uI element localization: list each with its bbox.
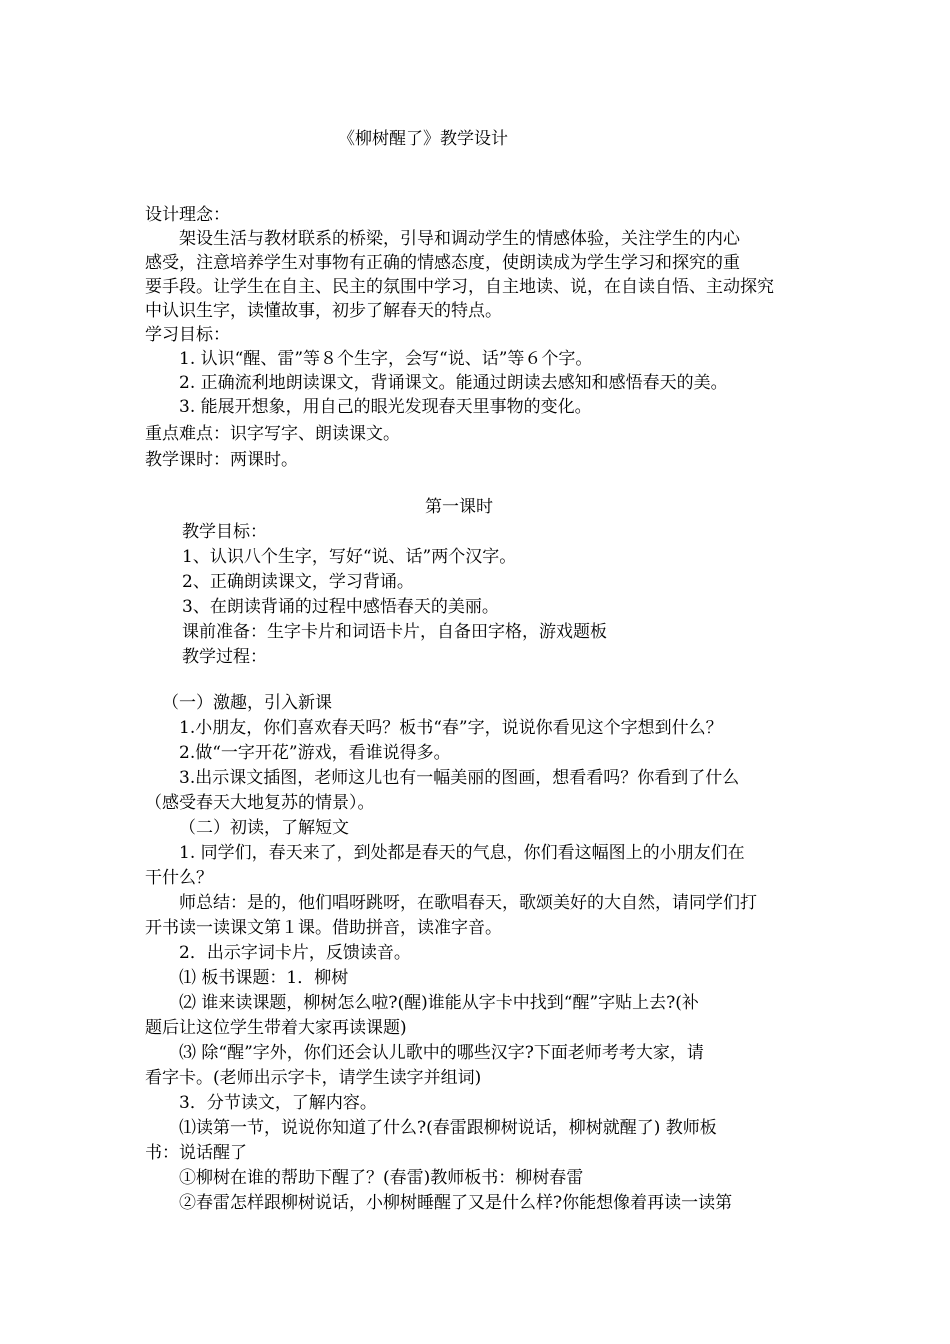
lesson-heading: 第一课时 [425, 497, 493, 517]
goal-item: 2. 正确流利地朗读课文，背诵课文。能通过朗读去感知和感悟春天的美。 [179, 373, 728, 393]
class-hours: 教学课时：两课时。 [145, 450, 298, 470]
process-line: ⑴读第一节，说说你知道了什么?(春雷跟柳树说话，柳树就醒了) 教师板 [179, 1118, 717, 1138]
process-line: 2.做“一字开花”游戏，看谁说得多。 [179, 743, 451, 763]
goal-item: 1. 认识“醒、雷”等８个生字，会写“说、话”等６个字。 [179, 349, 593, 369]
section-heading: （二）初读，了解短文 [179, 818, 349, 838]
lesson-goal-item: 3、在朗读背诵的过程中感悟春天的美丽。 [182, 597, 499, 617]
process-line: 开书读一读课文第１课。借助拼音，读准字音。 [145, 918, 502, 938]
process-line: 3.出示课文插图，老师这儿也有一幅美丽的图画，想看看吗？你看到了什么 [179, 768, 740, 788]
goal-item: 3. 能展开想象，用自己的眼光发现春天里事物的变化。 [179, 397, 592, 417]
lesson-goal-item: 2、正确朗读课文，学习背诵。 [182, 572, 414, 592]
document-title: 《柳树醒了》教学设计 [338, 129, 508, 149]
process-line: 2．出示字词卡片，反馈读音。 [179, 943, 411, 963]
process-line: 1.小朋友，你们喜欢春天吗？板书“春”字，说说你看见这个字想到什么？ [179, 718, 723, 738]
process-line: 干什么？ [145, 868, 213, 888]
process-line: ⑵ 谁来读课题，柳树怎么啦?(醒)谁能从字卡中找到“醒”字贴上去?(补 [179, 993, 699, 1013]
process-line: ②春雷怎样跟柳树说话，小柳树睡醒了又是什么样?你能想像着再读一读第 [179, 1193, 733, 1213]
process-heading: 教学过程： [182, 647, 267, 667]
paragraph-line: 架设生活与教材联系的桥梁，引导和调动学生的情感体验，关注学生的内心 [179, 229, 740, 249]
learning-goals-heading: 学习目标： [145, 325, 230, 345]
process-line: 看字卡。(老师出示字卡，请学生读字并组词) [145, 1068, 482, 1088]
lesson-goals-heading: 教学目标： [182, 522, 267, 542]
paragraph-line: 中认识生字，读懂故事，初步了解春天的特点。 [145, 301, 502, 321]
paragraph-line: 要手段。让学生在自主、民主的氛围中学习，自主地读、说，在自读自悟、主动探究 [145, 277, 774, 297]
process-line: 书：说话醒了 [145, 1143, 247, 1163]
design-concept-heading: 设计理念： [145, 205, 230, 225]
process-line: 题后让这位学生带着大家再读课题) [145, 1018, 407, 1038]
lesson-goal-item: 1、认识八个生字，写好“说、话”两个汉字。 [182, 547, 517, 567]
process-line: 3．分节读文，了解内容。 [179, 1093, 377, 1113]
process-line: ①柳树在谁的帮助下醒了？(春雷)教师板书：柳树春雷 [179, 1168, 584, 1188]
process-line: ⑴ 板书课题：1．柳树 [179, 968, 349, 988]
process-line: 师总结：是的，他们唱呀跳呀，在歌唱春天，歌颂美好的大自然，请同学们打 [179, 893, 757, 913]
key-points: 重点难点：识字写字、朗读课文。 [145, 424, 400, 444]
lesson-preparation: 课前准备：生字卡片和词语卡片，自备田字格，游戏题板 [182, 622, 607, 642]
process-line: ⑶ 除“醒”字外，你们还会认儿歌中的哪些汉字?下面老师考考大家，请 [179, 1043, 704, 1063]
process-line: 1. 同学们，春天来了，到处都是春天的气息，你们看这幅图上的小朋友们在 [179, 843, 745, 863]
process-line: （感受春天大地复苏的情景）。 [145, 793, 375, 813]
paragraph-line: 感受，注意培养学生对事物有正确的情感态度，使朗读成为学生学习和探究的重 [145, 253, 740, 273]
section-heading: （一）激趣，引入新课 [162, 693, 332, 713]
